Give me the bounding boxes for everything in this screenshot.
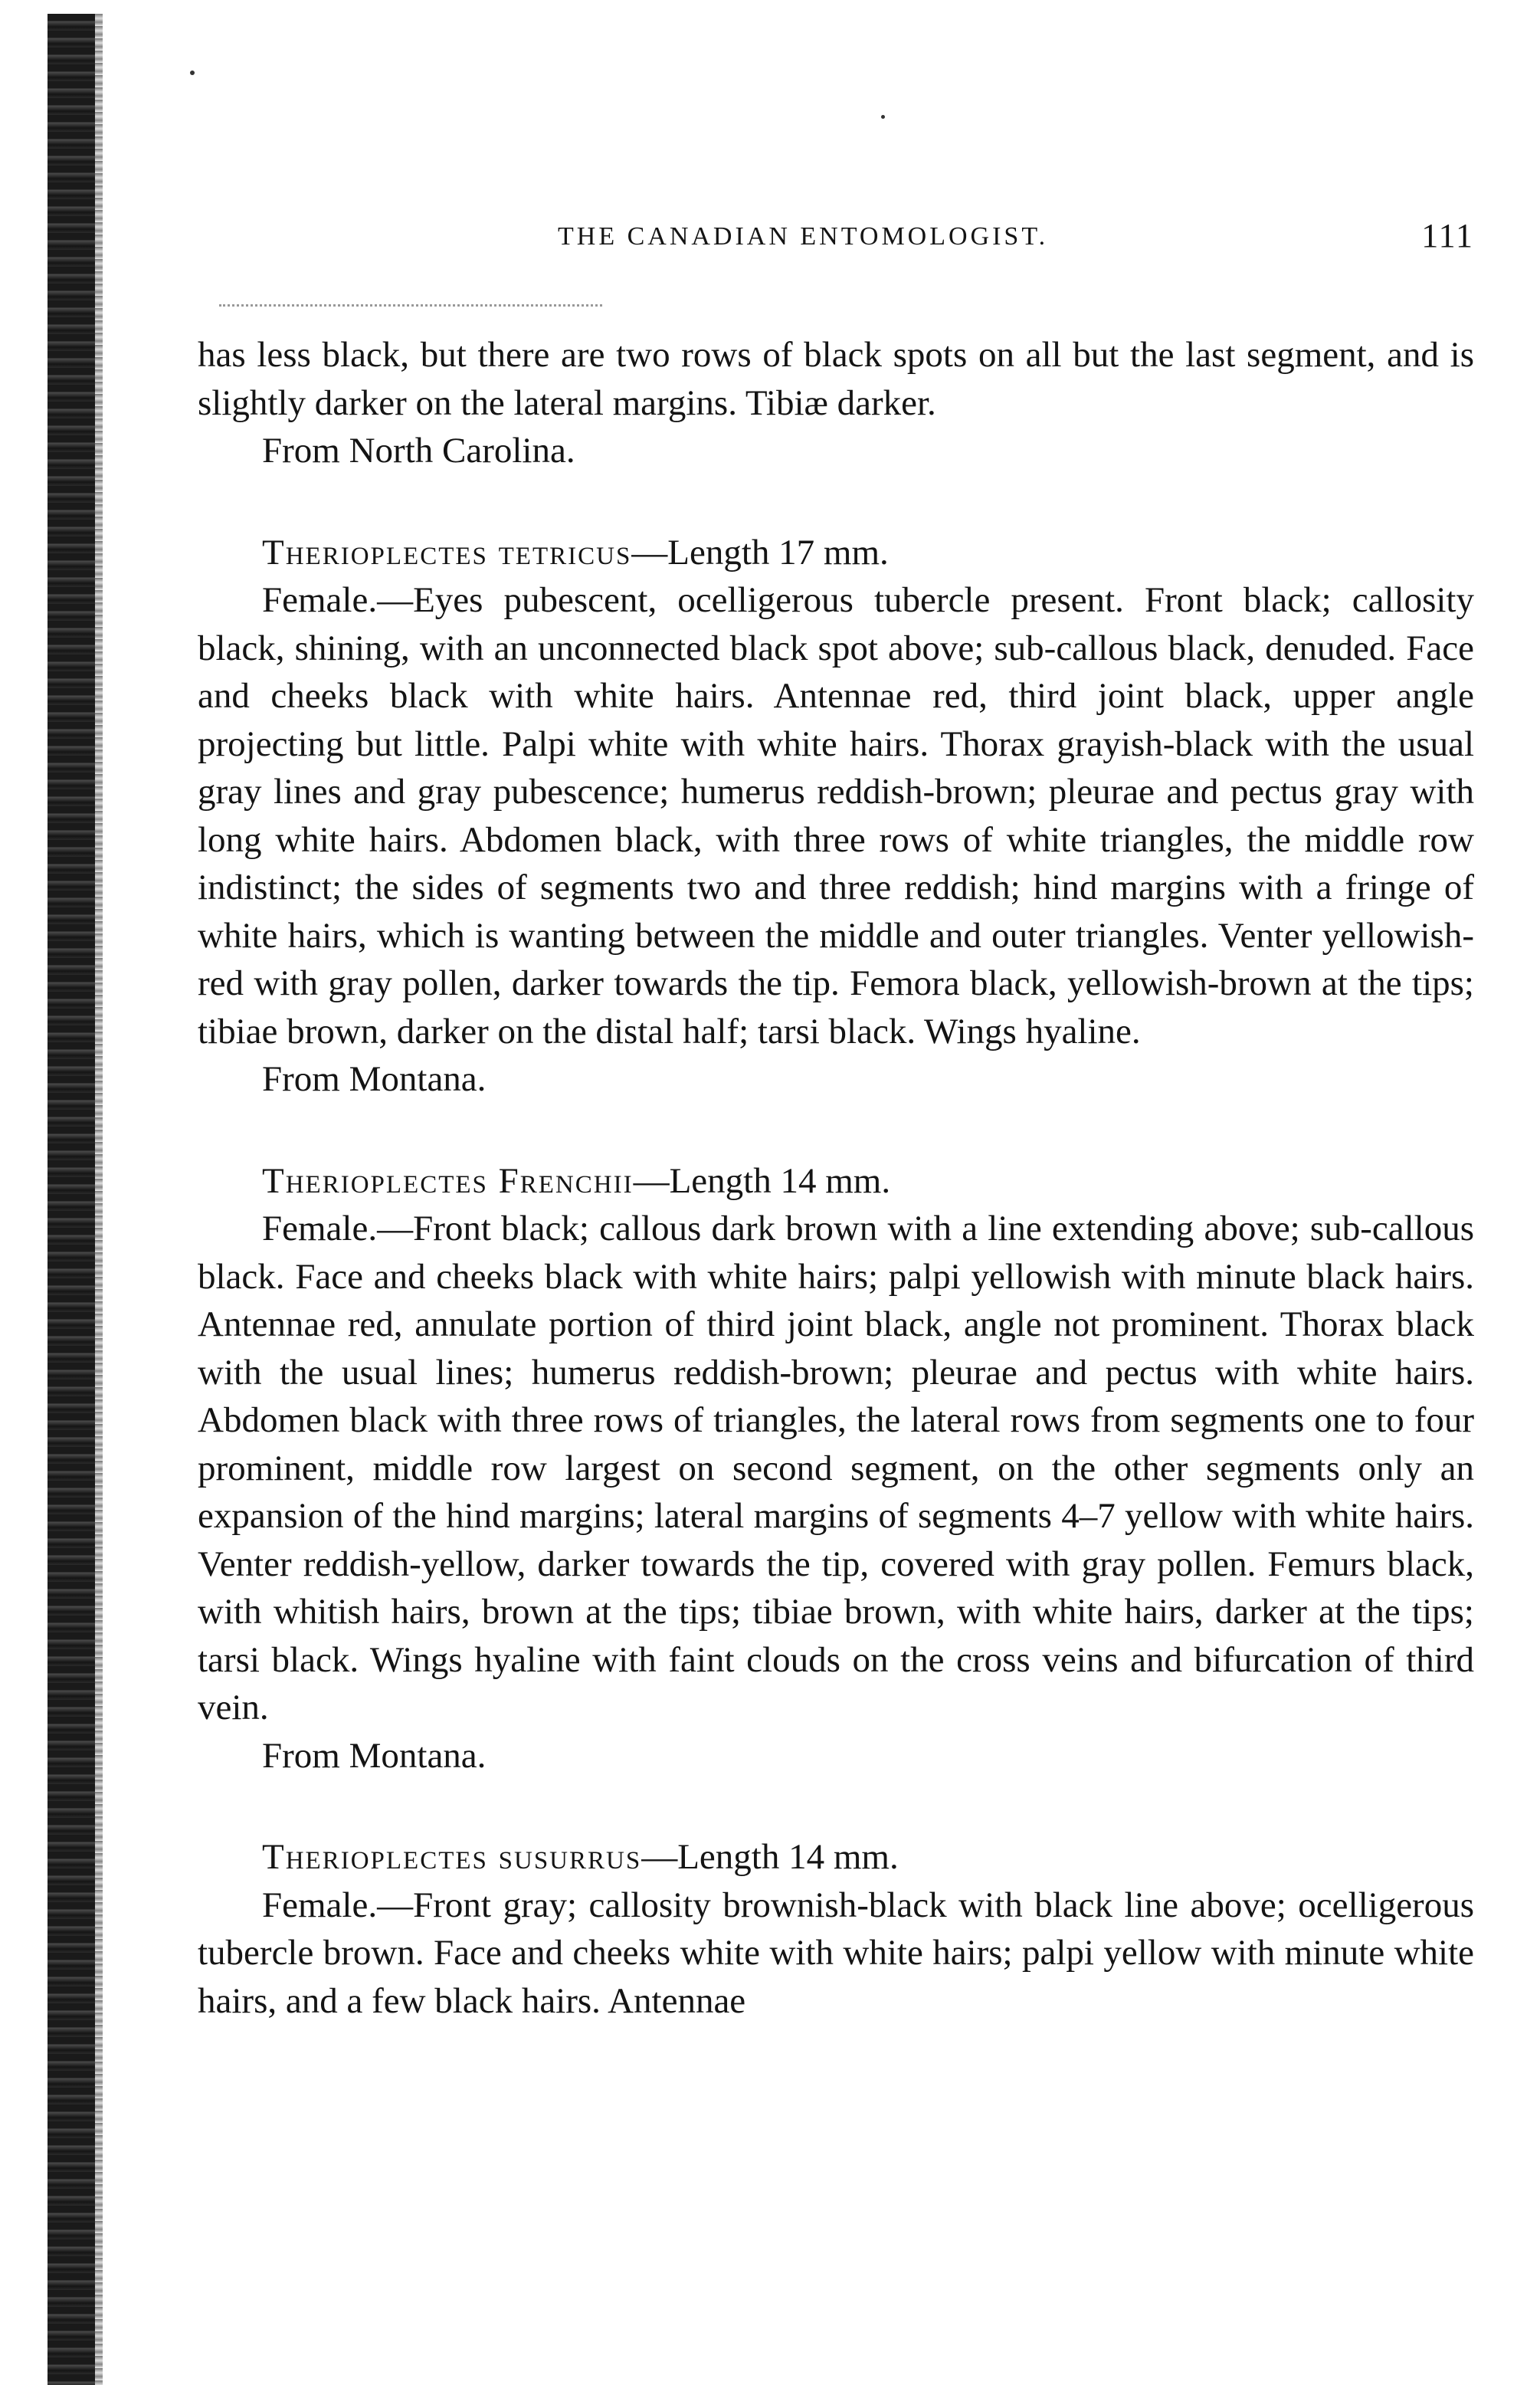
species-description: Female.—Front gray; callosity brownish-black with black line above; ocelligerous tubercle brown. Face and cheeks white with white hairs; palpi yellow with minute white hairs, and a few black hairs. Antennae: [198, 1885, 1474, 2021]
section-gap: [198, 475, 1474, 529]
spine-paper-edge: [95, 14, 103, 2385]
page-number: 111: [1421, 217, 1474, 254]
running-head: THE CANADIAN ENTOMOLOGIST.: [558, 222, 1049, 251]
species-heading: [198, 1157, 1474, 1206]
locality-line: From North Carolina.: [262, 431, 575, 471]
header-rule: [219, 304, 602, 307]
species-name: Therioplectes susurrus: [262, 1837, 642, 1877]
book-spine-scan-edge: [48, 14, 95, 2385]
scan-speck: [881, 115, 885, 119]
section-gap: [198, 1104, 1474, 1157]
document-page: [198, 216, 1474, 2021]
species-name: Therioplectes tetricus: [262, 532, 632, 572]
species-length: —Length 17 mm.: [631, 532, 889, 572]
species-length: —Length 14 mm.: [641, 1837, 899, 1877]
species-heading: [198, 529, 1474, 577]
locality-line: From Montana.: [262, 1735, 487, 1776]
locality-line: From Montana.: [262, 1059, 487, 1099]
species-heading: [198, 1833, 1474, 1881]
scan-speck: [190, 71, 195, 75]
body-text: [198, 331, 1474, 2025]
section-gap: [198, 1780, 1474, 1833]
species-description: Female.—Eyes pubescent, ocelligerous tubercle present. Front black; callosity black, shining, with an unconnected black spot above; sub-callous black, denuded. Face and cheeks black with white hairs. Antennae red, third joint black, upper angle projecting but little. Palpi white with white hairs. Thorax grayish-black with the usual gray lines and gray pubescence; humerus reddish-brown; pleurae and pectus gray with long white hairs. Abdomen black, with three rows of white triangles, the middle row indistinct; the sides of segments two and three reddish; hind margins with a fringe of white hairs, which is wanting between the middle and outer triangles. Venter yellowish-red with gray pollen, darker towards the tip. Femora black, yellowish-brown at the tips; tibiae brown, darker on the distal half; tarsi black. Wings hyaline.: [198, 580, 1474, 1051]
species-description: Female.—Front black; callous dark brown with a line extending above; sub-callous black. Face and cheeks black with white hairs; palpi yellowish with minute black hairs. Antennae red, annulate portion of third joint black, angle not prominent. Thorax black with the usual lines; humerus reddish-brown; pleurae and pectus with white hairs. Abdomen black with three rows of triangles, the lateral rows from segments one to four prominent, middle row largest on second segment, on the other segments only an expansion of the hind margins; lateral margins of segments 4–7 yellow with white hairs. Venter reddish-yellow, darker towards the tip, covered with gray pollen. Femurs black, with whitish hairs, brown at the tips; tibiae brown, with white hairs, darker at the tips; tarsi black. Wings hyaline with faint clouds on the cross veins and bifurcation of third vein.: [198, 1209, 1474, 1727]
continued-paragraph: has less black, but there are two rows of black spots on all but the last segment, and is slightly darker on the lateral margins. Tibiæ darker.: [198, 335, 1474, 423]
page-header: [198, 216, 1474, 277]
species-name: Therioplectes Frenchii: [262, 1160, 634, 1201]
species-length: —Length 14 mm.: [633, 1160, 891, 1201]
